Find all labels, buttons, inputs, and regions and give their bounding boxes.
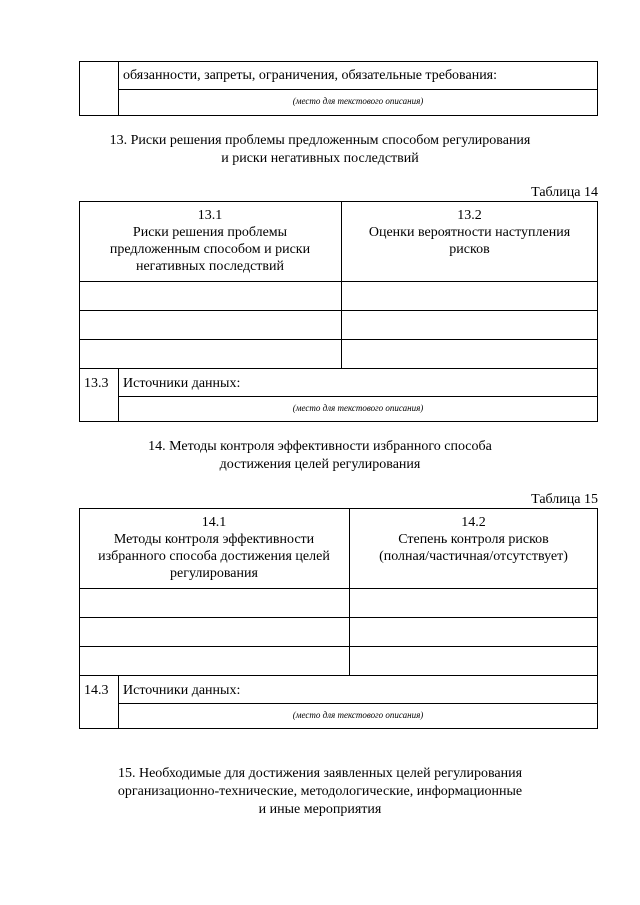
table-15-col1-number: 14.1 — [201, 515, 227, 530]
table-15-source-number: 14.3 — [84, 683, 109, 698]
table-14-col1-number: 13.1 — [197, 208, 223, 223]
table-14-label: Таблица 14 — [531, 185, 598, 200]
table-15-col1-title: Методы контроля эффективности избранного способа достижения целей регулирования — [98, 532, 330, 581]
table-15-label: Таблица 15 — [531, 492, 598, 507]
table-14-col2-title: Оценки вероятности наступления рисков — [368, 225, 571, 257]
section-14-heading: 14. Методы контроля эффективности избранного способа достижения целей регулирования — [148, 439, 492, 472]
text-description-hint: (место для текстового описания) — [292, 710, 424, 720]
table-14-source-number: 13.3 — [84, 376, 109, 391]
section-13-heading: 13. Риски решения проблемы предложенным способом регулирования и риски негативных последствий — [109, 133, 531, 166]
table-15-col2-number: 14.2 — [461, 515, 486, 530]
text-description-hint: (место для текстового описания) — [292, 403, 424, 413]
top-table-text: обязанности, запреты, ограничения, обязательные требования: — [123, 68, 498, 83]
table-15-col2-title: Степень контроля рисков (полная/частичная/отсутствует) — [379, 532, 568, 564]
section-15-heading: 15. Необходимые для достижения заявленных целей регулирования организационно-технические, методологические, информационные и иные мероприятия — [117, 766, 523, 817]
table-15-source-label: Источники данных: — [123, 683, 241, 698]
table-14-col2-number: 13.2 — [457, 208, 482, 223]
text-description-hint: (место для текстового описания) — [292, 96, 424, 106]
table-14-col1-title: Риски решения проблемы предложенным способом и риски негативных последствий — [109, 225, 311, 274]
table-14-source-label: Источники данных: — [123, 376, 241, 391]
